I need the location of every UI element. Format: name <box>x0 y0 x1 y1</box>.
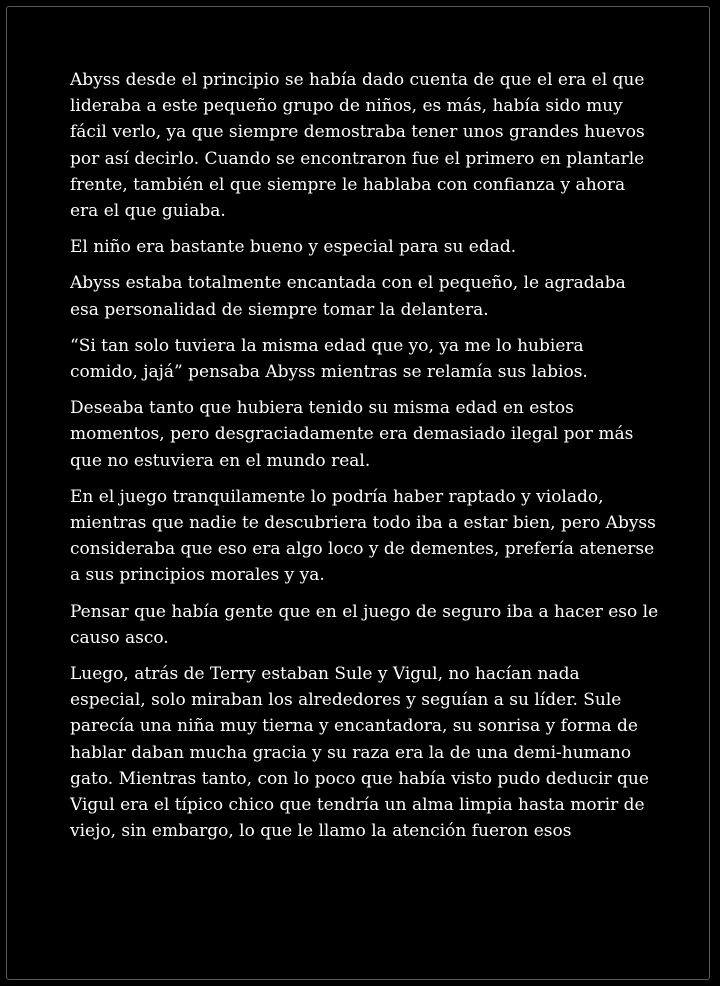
paragraph: Abyss estaba totalmente encantada con el pequeño, le agradaba esa personalidad de siempre tomar la delantera. <box>70 273 626 320</box>
paragraph: Deseaba tanto que hubiera tenido su misma edad en estos momentos, pero desgraciadamente era demasiado ilegal por más que no estuviera en el mundo real. <box>70 398 634 471</box>
paragraph: “Si tan solo tuviera la misma edad que yo, ya me lo hubiera comido, jajá” pensaba Abyss mientras se relamía sus labios. <box>70 335 588 383</box>
paragraph: En el juego tranquilamente lo podría haber raptado y violado, mientras que nadie te descubriera todo iba a estar bien, pero Abyss consideraba que eso era algo loco y de dementes, prefería atenerse a sus principios morales y ya. <box>70 486 656 586</box>
paragraph: Pensar que había gente que en el juego de seguro iba a hacer eso le causo asco. <box>70 601 659 648</box>
document-body <box>70 67 670 854</box>
paragraph: El niño era bastante bueno y especial para su edad. <box>70 237 517 258</box>
paragraph: Luego, atrás de Terry estaban Sule y Vigul, no hacían nada especial, solo miraban los alrededores y seguían a su líder. Sule parecía una niña muy tierna y encantadora, su sonrisa y forma de hablar daban mucha gracia y su raza era la de una demi-humano gato. Mientras tanto, con lo poco que había visto pudo deducir que Vigul era el típico chico que tendría un alma limpia hasta morir de viejo, sin embargo, lo que le llamo la atención fueron esos <box>70 664 649 842</box>
page-frame <box>6 6 710 980</box>
paragraph: Abyss desde el principio se había dado cuenta de que el era el que lideraba a este pequeño grupo de niños, es más, había sido muy fácil verlo, ya que siempre demostraba tener unos grandes huevos por así decirlo. Cuando se encontraron fue el primero en plantarle frente, también el que siempre le hablaba con confianza y ahora era el que guiaba. <box>70 70 645 222</box>
